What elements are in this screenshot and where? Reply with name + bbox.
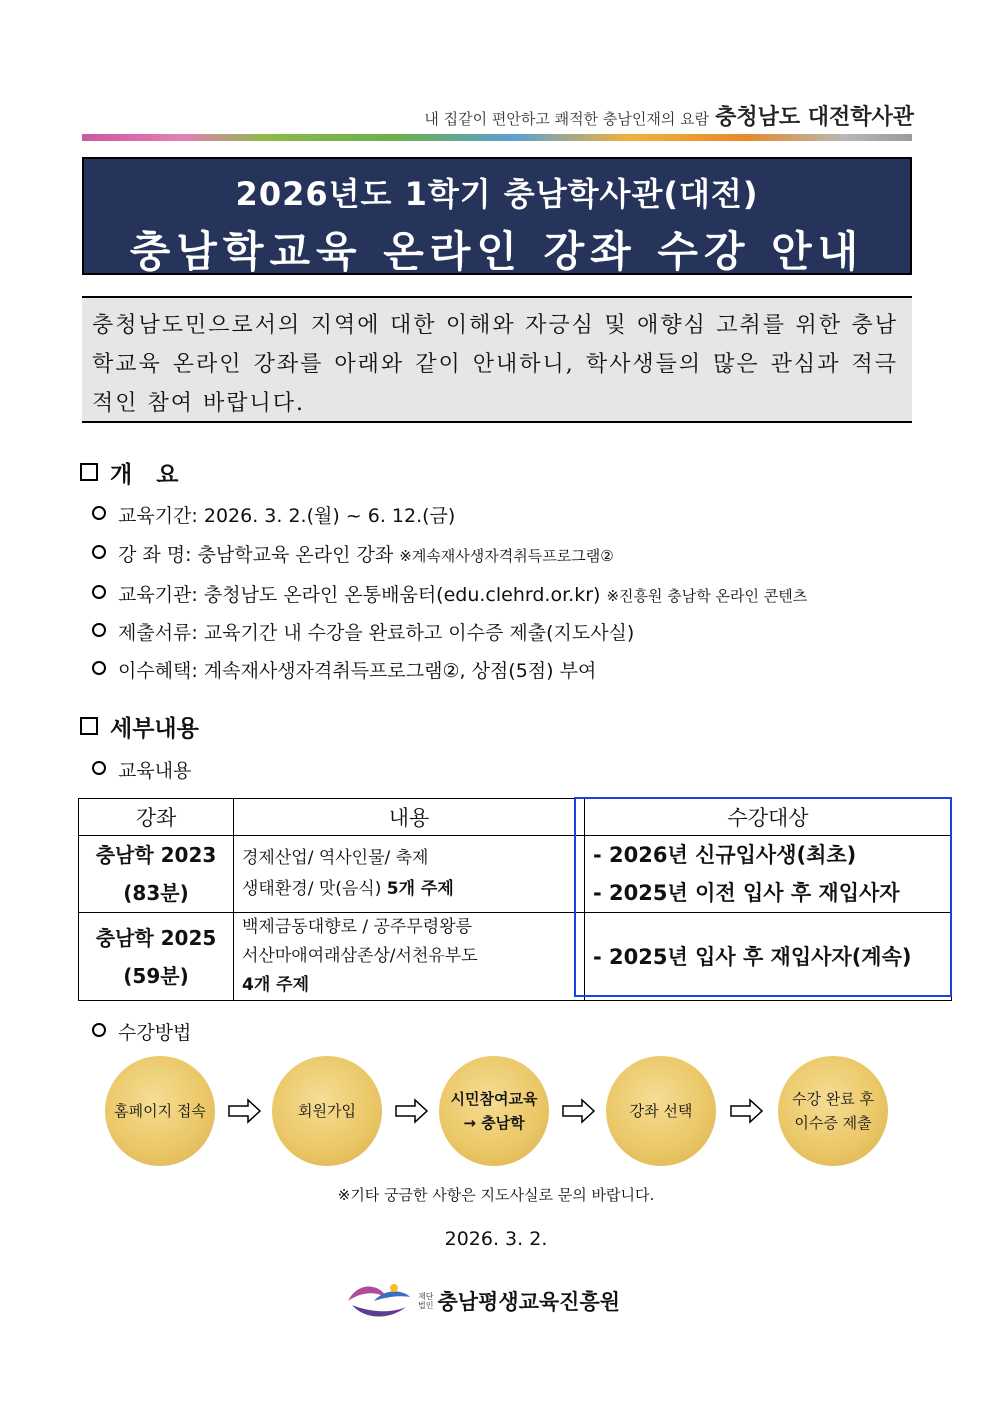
target-line: - 2025년 입사 후 재입사자(계속) <box>593 944 912 969</box>
overview-heading-text: 개 요 <box>110 462 179 488</box>
step-label: 이수증 제출 <box>794 1114 872 1132</box>
org-signature <box>344 1276 620 1326</box>
content-line: 백제금동대향로 / 공주무령왕릉 <box>242 917 473 937</box>
step-homepage <box>105 1056 215 1166</box>
overview-item-course <box>92 540 614 567</box>
header-target: 수강대상 <box>585 799 952 836</box>
method-label-text: 수강방법 <box>118 1022 192 1044</box>
tagline-institution: 충청남도 대전학사관 <box>715 105 914 130</box>
circle-bullet-icon <box>92 623 106 637</box>
course-name: 충남학 2023 <box>95 843 217 867</box>
circle-bullet-icon <box>92 661 106 675</box>
square-bullet-icon <box>80 717 98 735</box>
tagline-text: 내 집같이 편안하고 쾌적한 충남인재의 요람 <box>424 110 710 128</box>
overview-item-documents <box>92 618 634 645</box>
title-line1: 2026년도 1학기 충남학사관(대전) <box>235 175 759 213</box>
arrow-right-icon <box>562 1098 596 1124</box>
arrow-right-icon <box>395 1098 429 1124</box>
content-line: 서산마애여래삼존상/서천유부도 <box>242 946 478 966</box>
circle-bullet-icon <box>92 506 106 520</box>
step-label: 회원가입 <box>298 1102 356 1120</box>
course-duration: (59분) <box>123 963 189 988</box>
overview-item-note: ※진흥원 충남학 온라인 콘텐츠 <box>606 587 808 605</box>
title-box <box>82 157 912 275</box>
course-cell <box>79 913 234 1001</box>
overview-item-text: 교육기간: 2026. 3. 2.(월) ~ 6. 12.(금) <box>118 505 456 527</box>
step-submit-certificate <box>778 1056 888 1166</box>
step-citizen-education <box>439 1056 549 1166</box>
circle-bullet-icon <box>92 761 106 775</box>
course-duration: (83분) <box>123 881 189 905</box>
course-cell <box>79 836 234 913</box>
circle-bullet-icon <box>92 1023 106 1037</box>
circle-bullet-icon <box>92 545 106 559</box>
title-line2: 충남학교육 온라인 강좌 수강 안내 <box>129 227 865 276</box>
arrow-right-icon <box>228 1098 262 1124</box>
issue-date: 2026. 3. 2. <box>444 1228 548 1250</box>
step-label: → 충남학 <box>463 1114 525 1132</box>
content-count: 5개 주제 <box>386 879 454 899</box>
overview-item-institution <box>92 580 807 607</box>
org-type-label <box>418 1292 433 1310</box>
header-tagline <box>424 100 914 131</box>
step-signup <box>272 1056 382 1166</box>
content-cell <box>234 913 585 1001</box>
content-line: 경제산업/ 역사인물/ 축제 <box>242 848 429 868</box>
overview-item-period <box>92 501 455 528</box>
org-name: 충남평생교육진흥원 <box>437 1290 621 1314</box>
header-course: 강좌 <box>79 799 234 836</box>
content-label <box>92 756 191 783</box>
inquiry-note: ※기타 궁금한 사항은 지도사실로 문의 바랍니다. <box>337 1186 655 1204</box>
course-name: 충남학 2025 <box>95 925 217 950</box>
target-line: - 2026년 신규입사생(최초) <box>593 843 857 867</box>
org-logo-icon <box>344 1279 414 1323</box>
org-type-line: 법인 <box>418 1301 434 1310</box>
header-content: 내용 <box>234 799 585 836</box>
details-heading-text: 세부내용 <box>110 716 199 742</box>
overview-item-benefits <box>92 656 596 683</box>
step-select-course <box>606 1056 716 1166</box>
target-line: - 2025년 이전 입사 후 재입사자 <box>593 881 900 905</box>
color-divider-bar <box>82 134 912 141</box>
details-heading <box>80 710 199 743</box>
step-label: 수강 완료 후 <box>792 1090 874 1108</box>
overview-item-note: ※계속재사생자격취득프로그램② <box>399 547 614 565</box>
content-label-text: 교육내용 <box>118 760 192 782</box>
overview-item-text: 이수혜택: 계속재사생자격취득프로그램②, 상점(5점) 부여 <box>118 660 597 682</box>
content-count: 4개 주제 <box>242 975 310 995</box>
intro-paragraph: 충청남도민으로서의 지역에 대한 이해와 자긍심 및 애향심 고취를 위한 충남학교육 온라인 강좌를 아래와 같이 안내하니, 학사생들의 많은 관심과 적극적인 참여 바랍니다. <box>82 296 912 423</box>
overview-item-text: 강 좌 명: 충남학교육 온라인 강좌 <box>118 544 394 566</box>
org-type-line: 재단 <box>418 1292 434 1301</box>
step-label: 시민참여교육 <box>450 1090 538 1108</box>
target-highlight-border <box>574 797 952 997</box>
step-label: 강좌 선택 <box>629 1102 693 1120</box>
circle-bullet-icon <box>92 585 106 599</box>
content-line: 생태환경/ 맛(음식) <box>242 879 382 899</box>
arrow-right-icon <box>730 1098 764 1124</box>
overview-item-text: 제출서류: 교육기간 내 수강을 완료하고 이수증 제출(지도사실) <box>118 622 635 644</box>
content-cell <box>234 836 585 913</box>
overview-item-text: 교육기관: 충청남도 온라인 온통배움터(edu.clehrd.or.kr) <box>118 584 601 606</box>
method-label <box>92 1018 191 1045</box>
step-label: 홈페이지 접속 <box>114 1102 206 1120</box>
overview-heading <box>80 456 178 489</box>
square-bullet-icon <box>80 463 98 481</box>
